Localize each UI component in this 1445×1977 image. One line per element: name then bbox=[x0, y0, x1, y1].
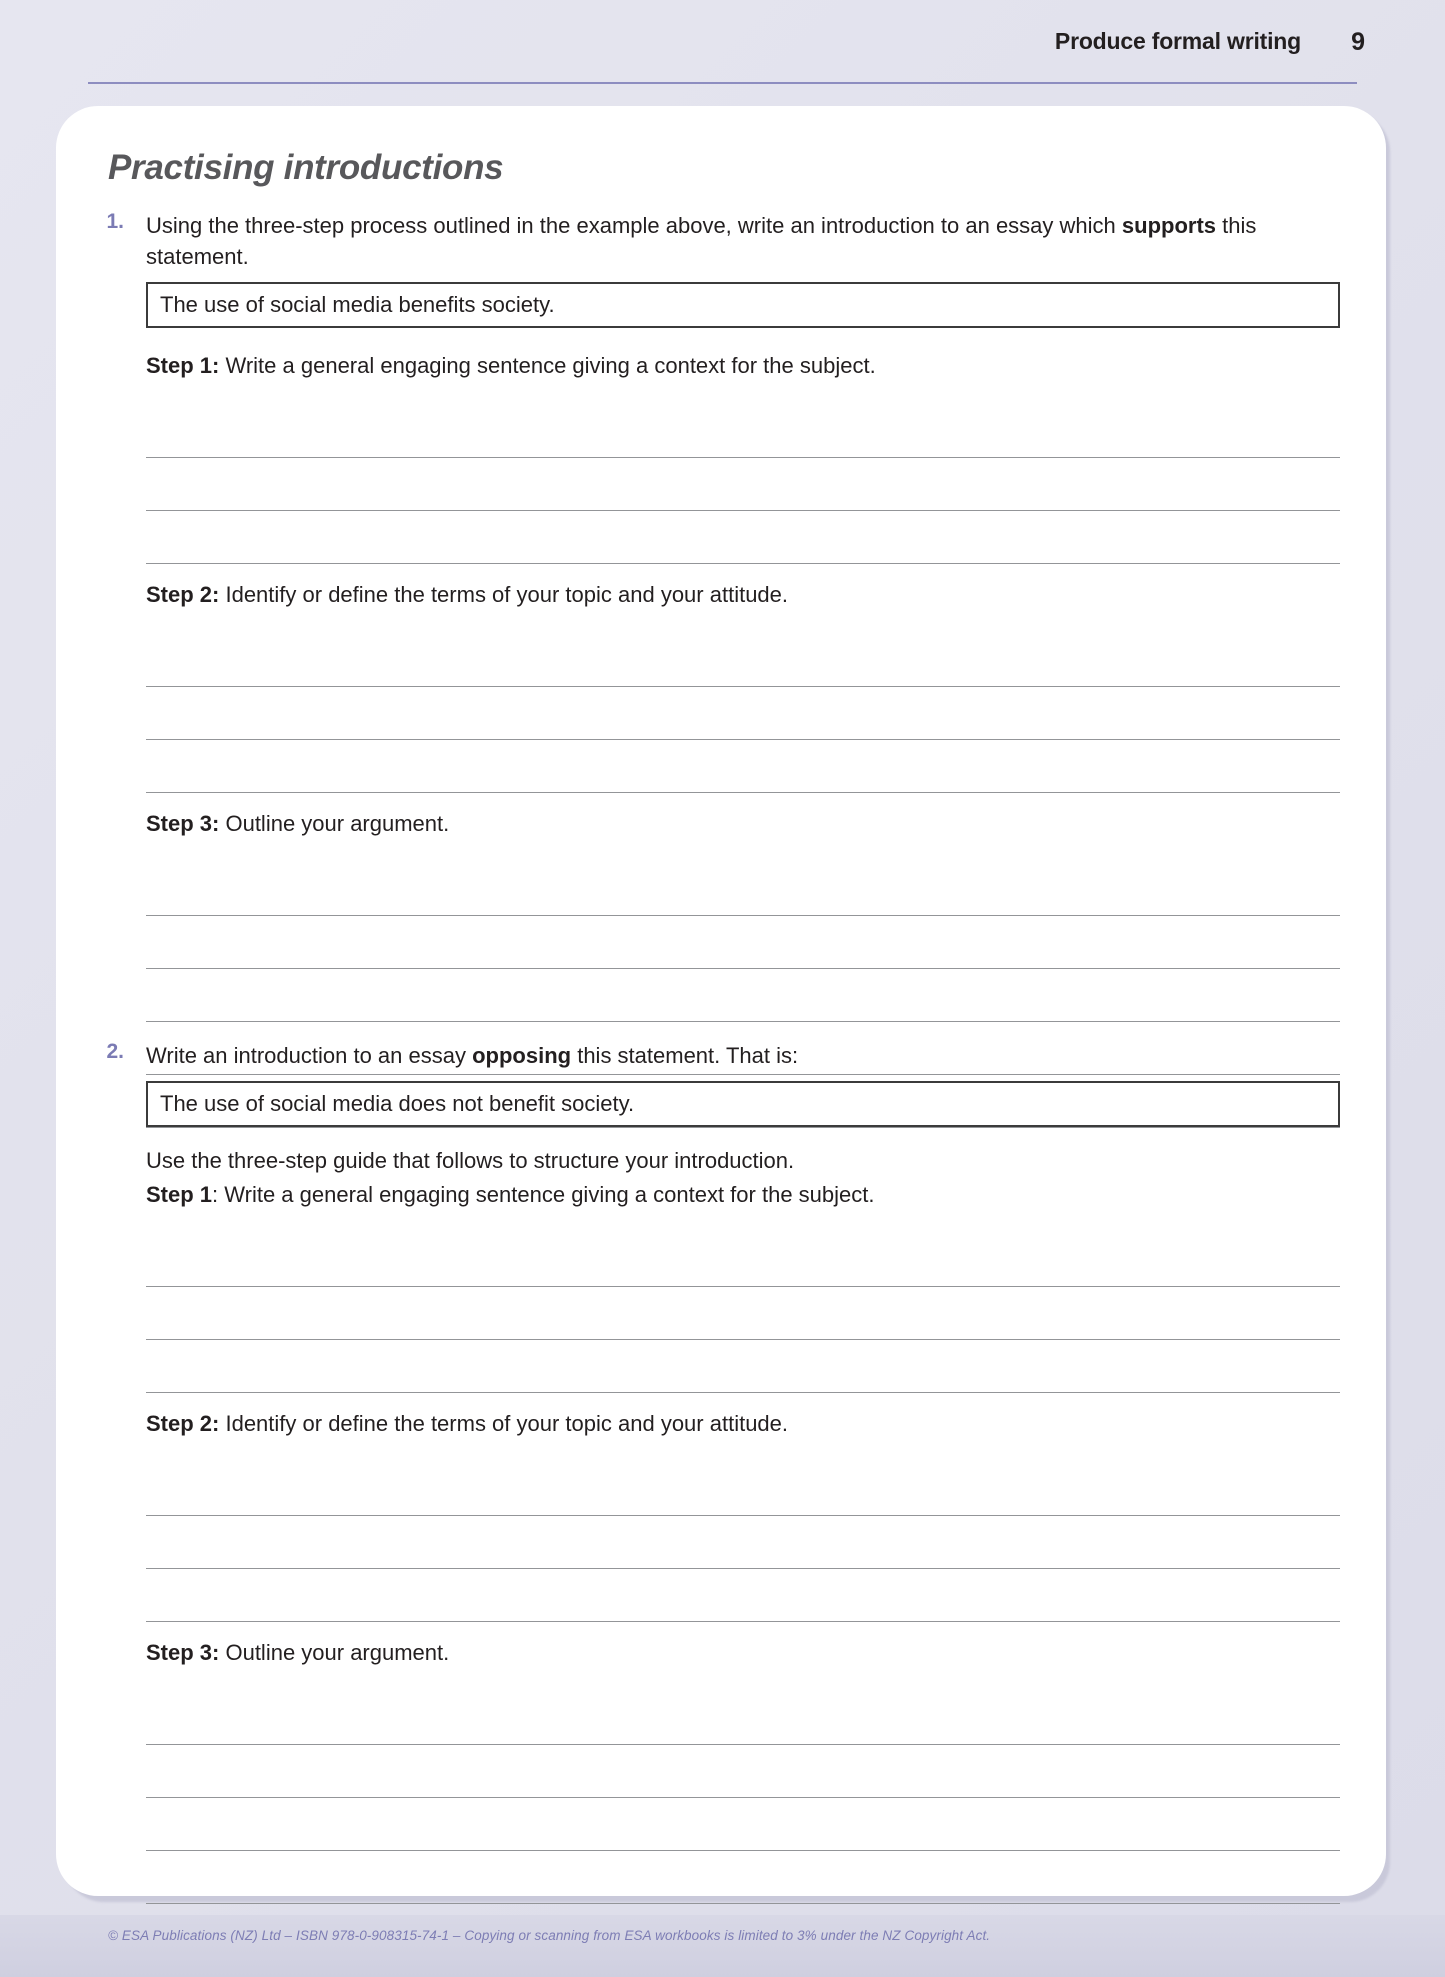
question-2-note: Use the three-step guide that follows to structure your introduction. bbox=[146, 1148, 795, 1173]
question-1-prompt-part1: Using the three-step process outlined in the example above, write an introduction to an essay which bbox=[146, 213, 1122, 238]
write-line[interactable] bbox=[146, 1851, 1340, 1904]
question-1-statement-text: The use of social media benefits society. bbox=[160, 292, 555, 317]
question-1-step-2-lines bbox=[146, 634, 1340, 793]
write-line[interactable] bbox=[146, 863, 1340, 916]
question-1-step-2-heading: Step 2: bbox=[146, 582, 220, 607]
question-1-prompt-emphasis: supports bbox=[1121, 213, 1217, 238]
question-1-step-3-label bbox=[146, 809, 1340, 839]
question-1-body bbox=[146, 210, 1340, 1128]
question-2-step-2-lines bbox=[146, 1463, 1340, 1622]
question-2-step-3-heading: Step 3: bbox=[146, 1640, 220, 1665]
page-title: Practising introductions bbox=[108, 148, 504, 187]
question-2-step-1-lines bbox=[146, 1234, 1340, 1393]
question-2 bbox=[90, 1040, 1340, 1957]
question-1-step-1-text: Write a general engaging sentence giving a context for the subject. bbox=[219, 353, 876, 378]
write-line[interactable] bbox=[146, 969, 1340, 1022]
question-2-step-1-heading: Step 1 bbox=[146, 1182, 213, 1207]
question-1 bbox=[90, 210, 1340, 1128]
running-header bbox=[80, 28, 1365, 74]
question-1-number: 1. bbox=[106, 210, 124, 233]
footer-band bbox=[0, 1915, 1445, 1977]
header-title: Produce formal writing bbox=[1054, 28, 1301, 54]
write-line[interactable] bbox=[146, 511, 1340, 564]
write-line[interactable] bbox=[146, 1569, 1340, 1622]
question-2-step-2-label bbox=[146, 1409, 1340, 1439]
question-1-prompt bbox=[146, 210, 1340, 272]
question-1-step-3-heading: Step 3: bbox=[146, 811, 220, 836]
write-line[interactable] bbox=[146, 458, 1340, 511]
question-2-step-2-heading: Step 2: bbox=[146, 1411, 220, 1436]
question-2-prompt-emphasis: opposing bbox=[472, 1043, 572, 1068]
question-1-step-3-text: Outline your argument. bbox=[219, 811, 450, 836]
write-line[interactable] bbox=[146, 1745, 1340, 1798]
question-1-statement-box bbox=[146, 282, 1340, 328]
write-line[interactable] bbox=[146, 1287, 1340, 1340]
question-2-body bbox=[146, 1040, 1340, 1957]
question-2-prompt-part1: Write an introduction to an essay bbox=[146, 1043, 473, 1068]
question-1-step-1-heading: Step 1: bbox=[146, 353, 220, 378]
write-line[interactable] bbox=[146, 405, 1340, 458]
write-line[interactable] bbox=[146, 687, 1340, 740]
question-1-step-2-label bbox=[146, 580, 1340, 610]
question-2-step-2-text: Identify or define the terms of your topic and your attitude. bbox=[219, 1411, 789, 1436]
question-1-step-1-lines bbox=[146, 405, 1340, 564]
question-2-prompt-part2: this statement. That is: bbox=[571, 1043, 799, 1068]
header-divider-rule bbox=[88, 82, 1357, 84]
footer-copyright: © ESA Publications (NZ) Ltd – ISBN 978-0-908315-74-1 – Copying or scanning from ESA workbooks is limited to 3% under the NZ Copyright Act. bbox=[108, 1928, 991, 1943]
write-line[interactable] bbox=[146, 740, 1340, 793]
question-1-prompt-part2: this statement. bbox=[146, 213, 1257, 269]
write-line[interactable] bbox=[146, 634, 1340, 687]
page-number: 9 bbox=[1351, 28, 1365, 56]
question-2-step-3-label bbox=[146, 1638, 1340, 1668]
write-line[interactable] bbox=[146, 1516, 1340, 1569]
write-line[interactable] bbox=[146, 1340, 1340, 1393]
write-line[interactable] bbox=[146, 916, 1340, 969]
question-1-step-1-label bbox=[146, 351, 1340, 381]
write-line[interactable] bbox=[146, 1692, 1340, 1745]
write-line[interactable] bbox=[146, 1234, 1340, 1287]
question-2-step-1-label bbox=[146, 1180, 1340, 1210]
question-2-step-3-text: Outline your argument. bbox=[219, 1640, 450, 1665]
write-line[interactable] bbox=[146, 1798, 1340, 1851]
question-2-prompt bbox=[146, 1040, 1340, 1071]
page-content bbox=[56, 106, 1386, 1896]
write-line[interactable] bbox=[146, 1463, 1340, 1516]
question-2-number: 2. bbox=[106, 1040, 124, 1063]
question-2-statement-box bbox=[146, 1081, 1340, 1127]
question-1-step-2-text: Identify or define the terms of your topic and your attitude. bbox=[219, 582, 789, 607]
question-2-statement-text: The use of social media does not benefit society. bbox=[160, 1091, 635, 1116]
question-2-step-1-text: : Write a general engaging sentence giving a context for the subject. bbox=[212, 1182, 875, 1207]
